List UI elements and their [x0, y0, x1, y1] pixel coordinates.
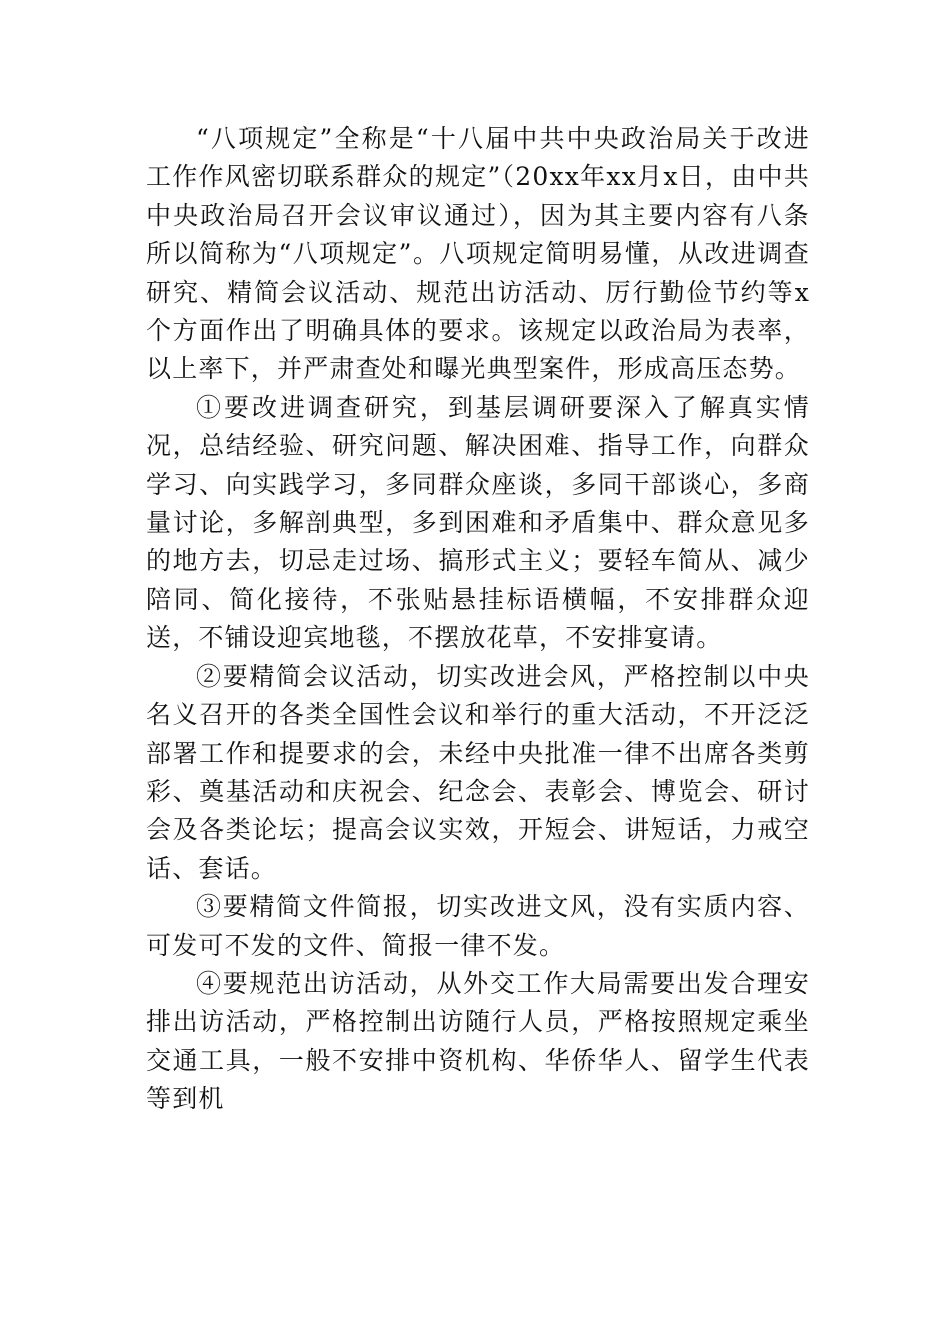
paragraph-intro: “八项规定”全称是“十八届中共中央政治局关于改进工作作风密切联系群众的规定”（20xx年xx月x日，由中共中央政治局召开会议审议通过），因为其主要内容有八条所以简称为“八项规定”。八项规定简明易懂，从改进调查研究、精简会议活动、规范出访活动、厉行勤俭节约等x个方面作出了明确具体的要求。该规定以政治局为表率，以上率下，并严肃查处和曝光典型案件，形成高压态势。: [146, 124, 810, 384]
paragraph-item-1: ①要改进调查研究，到基层调研要深入了解真实情况，总结经验、研究问题、解决困难、指导工作，向群众学习、向实践学习，多同群众座谈，多同干部谈心，多商量讨论，多解剖典型，多到困难和矛盾集中、群众意见多的地方去，切忌走过场、搞形式主义；要轻车简从、减少陪同、简化接待，不张贴悬挂标语横幅，不安排群众迎送，不铺设迎宾地毯，不摆放花草，不安排宴请。: [146, 392, 810, 653]
paragraph-item-3: ③要精简文件简报，切实改进文风，没有实质内容、可发可不发的文件、简报一律不发。: [146, 892, 810, 960]
paragraph-item-2: ②要精简会议活动，切实改进会风，严格控制以中央名义召开的各类全国性会议和举行的重大活动，不开泛泛部署工作和提要求的会，未经中央批准一律不出席各类剪彩、奠基活动和庆祝会、纪念会、表彰会、博览会、研讨会及各类论坛；提高会议实效，开短会、讲短话，力戒空话、套话。: [146, 661, 810, 883]
document-body: [146, 120, 810, 1119]
paragraph-item-4: ④要规范出访活动，从外交工作大局需要出发合理安排出访活动，严格控制出访随行人员，严格按照规定乘坐交通工具，一般不安排中资机构、华侨华人、留学生代表等到机: [146, 968, 810, 1114]
